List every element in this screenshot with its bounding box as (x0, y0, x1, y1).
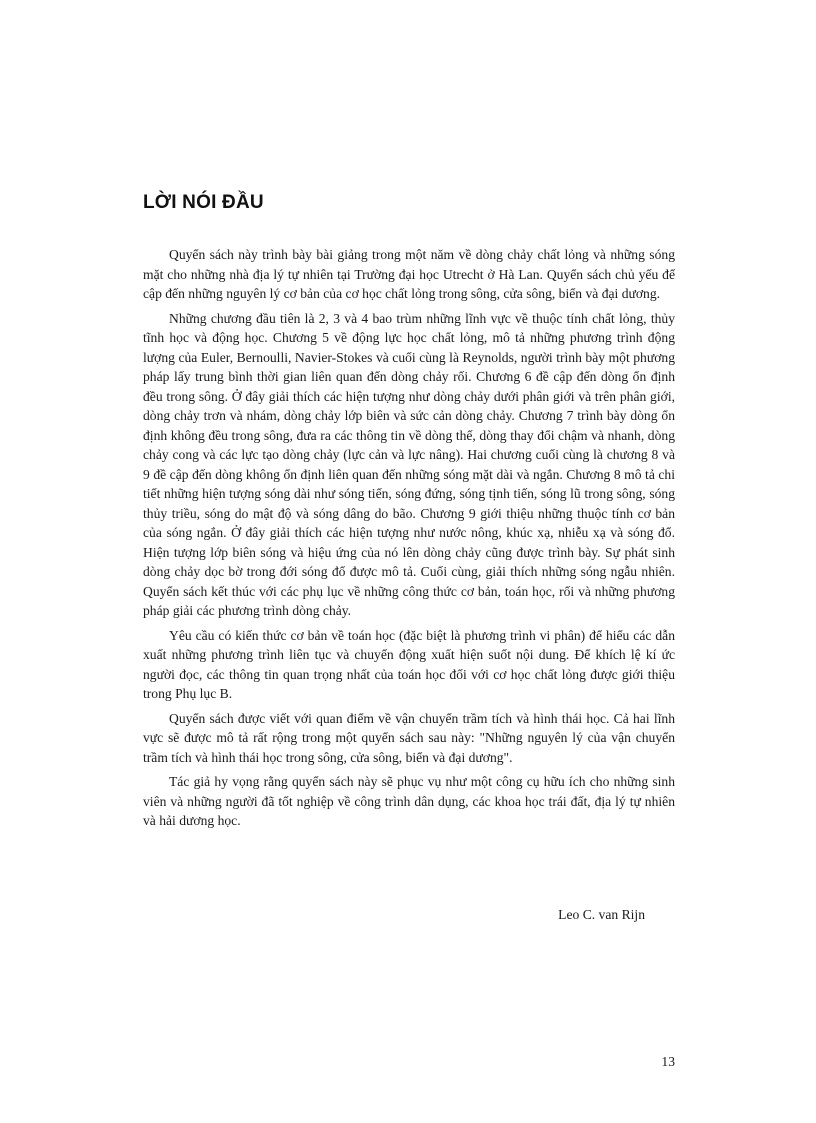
author-signature: Leo C. van Rijn (558, 907, 645, 922)
page-title: LỜI NÓI ĐẦU (143, 192, 264, 213)
paragraph-4: Quyển sách được viết với quan điểm về vận chuyển trầm tích và hình thái học. Cả hai lĩnh vực sẽ được mô tả rất rộng trong một quyển sách sau này: "Những nguyên lý của vận chuyển trầm tích và hình thái học trong sông, cửa sông, biển và đại dương". (143, 710, 675, 765)
paragraph-1: Quyển sách này trình bày bài giảng trong một năm về dòng chảy chất lỏng và những sóng mặt cho những nhà địa lý tự nhiên tại Trường đại học Utrecht ở Hà Lan. Quyển sách chủ yếu để cập đến những nguyên lý cơ bản của cơ học chất lỏng trong sông, cửa sông, biển và đại dương. (143, 247, 675, 301)
document-page (143, 0, 675, 1123)
preface-body (143, 245, 675, 836)
paragraph-5: Tác giả hy vọng rằng quyển sách này sẽ phục vụ như một công cụ hữu ích cho những sinh viên và những người đã tốt nghiệp về công trình dân dụng, các khoa học trái đất, địa lý tự nhiên và hải dương học. (143, 774, 675, 828)
paragraph-3: Yêu cầu có kiến thức cơ bản về toán học (đặc biệt là phương trình vi phân) để hiểu các dẫn xuất những phương trình liên tục và chuyển động xuất hiện suốt nội dung. Để khích lệ kí ức người đọc, các thông tin quan trọng nhất của toán học đối với cơ học chất lỏng được giới thiệu trong Phụ lục B. (143, 627, 675, 701)
page-number: 13 (661, 1054, 675, 1069)
paragraph-2: Những chương đầu tiên là 2, 3 và 4 bao trùm những lĩnh vực về thuộc tính chất lỏng, thủy tĩnh học và động học. Chương 5 về động lực học chất lỏng, mô tả những phương trình động lượng của Euler, Bernoulli, Navier-Stokes và cuối cùng là Reynolds, người trình bày một phương pháp lấy trung bình thời gian liên quan đến dòng chảy rối. Chương 6 đề cập đến dòng ổn định đều trong sông. Ở đây giải thích các hiện tượng như dòng chảy dưới phân giới và trên phân giới, dòng chảy trơn và nhám, dòng chảy lớp biên và sức cản dòng chảy. Chương 7 trình bày dòng ổn định không đều trong sông, đưa ra các thông tin về dòng thế, dòng thay đổi chậm và nhanh, dòng chảy cong và các lực tạo dòng chảy (lực cản và lực nâng). Hai chương cuối cùng là chương 8 và 9 đề cập đến dòng không ổn định liên quan đến những sóng mặt dài và ngắn. Chương 8 mô tả chi tiết những hiện tượng sóng dài như sóng tiến, sóng đứng, sóng tịnh tiến, sóng lũ trong sông, sóng thủy triều, sóng do mật độ và sóng dâng do bão. Chương 9 giới thiệu những thuộc tính cơ bản của sóng ngắn. Ở đây giải thích các hiện tượng như nước nông, khúc xạ, nhiễu xạ và sóng đổ. Hiện tượng lớp biên sóng và hiệu ứng của nó lên dòng chảy cũng được trình bày. Sự phát sinh dòng chảy dọc bờ trong đới sóng đổ được mô tả. Cuối cùng, giải thích những sóng ngẫu nhiên. Quyển sách kết thúc với các phụ lục về những công thức cơ bản, toán học, rối và những phương pháp giải các phương trình dòng chảy. (143, 310, 675, 618)
